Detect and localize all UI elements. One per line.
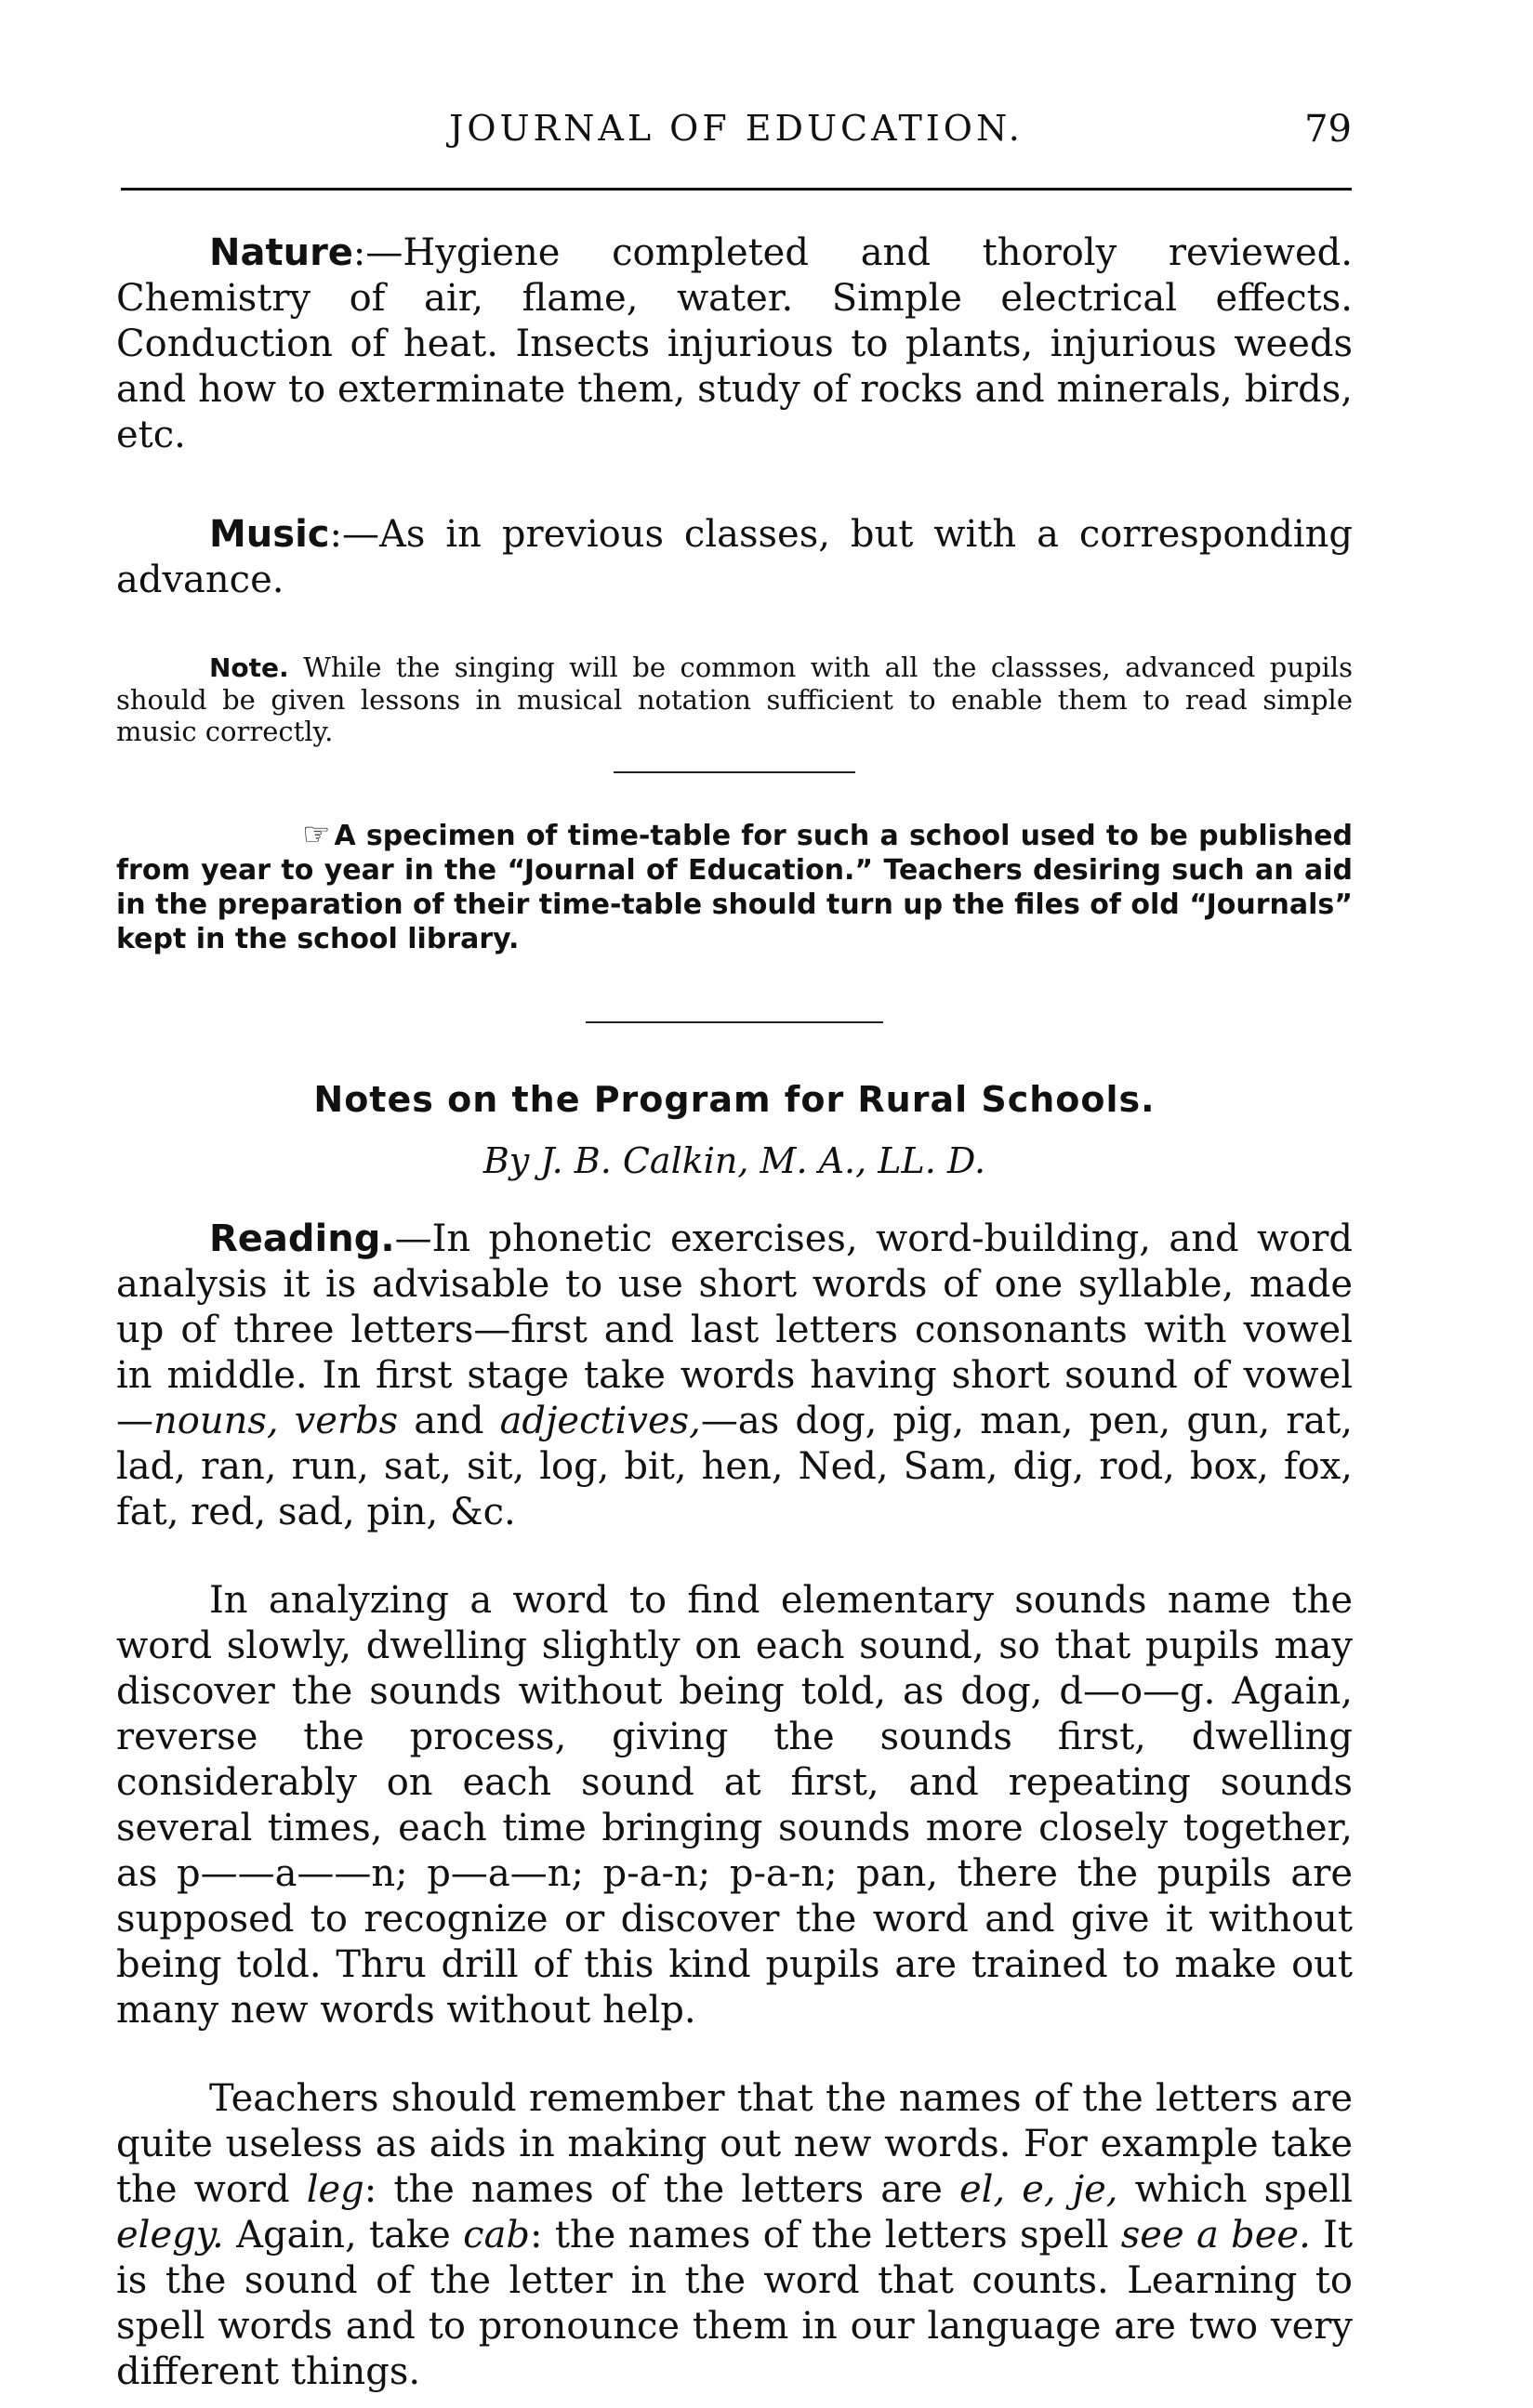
reading-paragraph [116, 1217, 1353, 1535]
article-divider [586, 1021, 883, 1023]
nature-heading: Nature [209, 231, 353, 274]
reading-heading: Reading. [209, 1217, 395, 1260]
page-content [116, 230, 1353, 2395]
nature-paragraph [116, 230, 1353, 458]
note-label: Note. [209, 652, 289, 683]
header-rule [121, 188, 1352, 191]
teachers-italic-letters: el, e, je, [958, 2168, 1118, 2211]
notice-text: A specimen of time-table for such a school used to be published from year to year in the “Journal of Education.” Teachers desiring such an aid in the preparation of their time-table should turn up the files of old “Journals” kept in the school library. [116, 820, 1353, 955]
article-title: Notes on the Program for Rural Schools. [313, 1079, 1156, 1120]
pointing-hand-icon: ☞ [302, 816, 331, 853]
article-byline: By J. B. Calkin, M. A., LL. D. [482, 1140, 986, 1181]
reading-italic-nouns-verbs: nouns, verbs [153, 1400, 399, 1442]
running-title: JOURNAL OF EDUCATION. [449, 108, 1024, 149]
note-text: While the singing will be common with all the classses, advanced pupils should be given lessons in musical notation sufficient to enable them to read simple music correctly. [116, 651, 1353, 747]
analyzing-paragraph: In analyzing a word to find elementary sounds name the word slowly, dwelling slightly on each sound, so that pupils may discover the sounds without being told, as dog, d—o—g. Again, reverse the process, giving the sounds first, dwelling considerably on each sound at first, and repeating sounds several times, each time bringing sounds more closely together, as p——a——n; p—a—n; p-a-n; p-a-n; pan, there the pupils are supposed to recognize or discover the word and give it without being told. Thru drill of this kind pupils are trained to make out many new words without help. [116, 1579, 1353, 2032]
teachers-text-5: : the names of the letters spell [530, 2214, 1121, 2257]
page-number: 79 [1304, 108, 1352, 151]
music-heading: Music [209, 513, 330, 556]
teachers-text-4: Again, take [223, 2214, 464, 2257]
reading-text-3: —as dog, pig, man, pen, gun, rat, lad, ran, run, sat, sit, log, bit, hen, Ned, Sam, dig, rod, box, fox, fat, red, sad, pin, &c. [116, 1400, 1353, 1533]
reading-text-2: and [398, 1400, 500, 1442]
teachers-italic-cab: cab [463, 2214, 531, 2257]
reading-text-1: —In phonetic exercises, word-building, and word analysis it is advisable to use short words of one syllable, made up of three letters—first and last letters consonants with vowel in middle. In first stage take words having short sound of vowel— [116, 1217, 1353, 1442]
notice-paragraph [116, 818, 1353, 956]
teachers-text-1: Teachers should remember that the names of the letters are quite useless as aids in making out new words. For example take the word [116, 2077, 1353, 2211]
nature-text: :—Hygiene completed and thoroly reviewed. Chemistry of air, flame, water. Simple electrical effects. Conduction of heat. Insects injurious to plants, injurious weeds and how to exterminate them, study of rocks and minerals, birds, etc. [116, 231, 1353, 456]
page-header [121, 108, 1352, 164]
music-paragraph [116, 512, 1353, 603]
note-paragraph [116, 651, 1353, 747]
teachers-italic-elegy: elegy. [116, 2214, 224, 2257]
teachers-text-3: which spell [1117, 2168, 1353, 2211]
section-divider [614, 771, 855, 773]
music-text: :—As in previous classes, but with a corresponding advance. [116, 513, 1353, 601]
teachers-italic-leg: leg [306, 2168, 364, 2211]
teachers-italic-see-a-bee: see a bee. [1120, 2214, 1311, 2257]
reading-italic-adjectives: adjectives, [499, 1400, 701, 1442]
teachers-text-2: : the names of the letters are [363, 2168, 959, 2211]
teachers-text-6: It is the sound of the letter in the word that counts. Learning to spell words and to pronounce them in our language are two very different things. [116, 2214, 1354, 2393]
teachers-paragraph [116, 2076, 1353, 2395]
